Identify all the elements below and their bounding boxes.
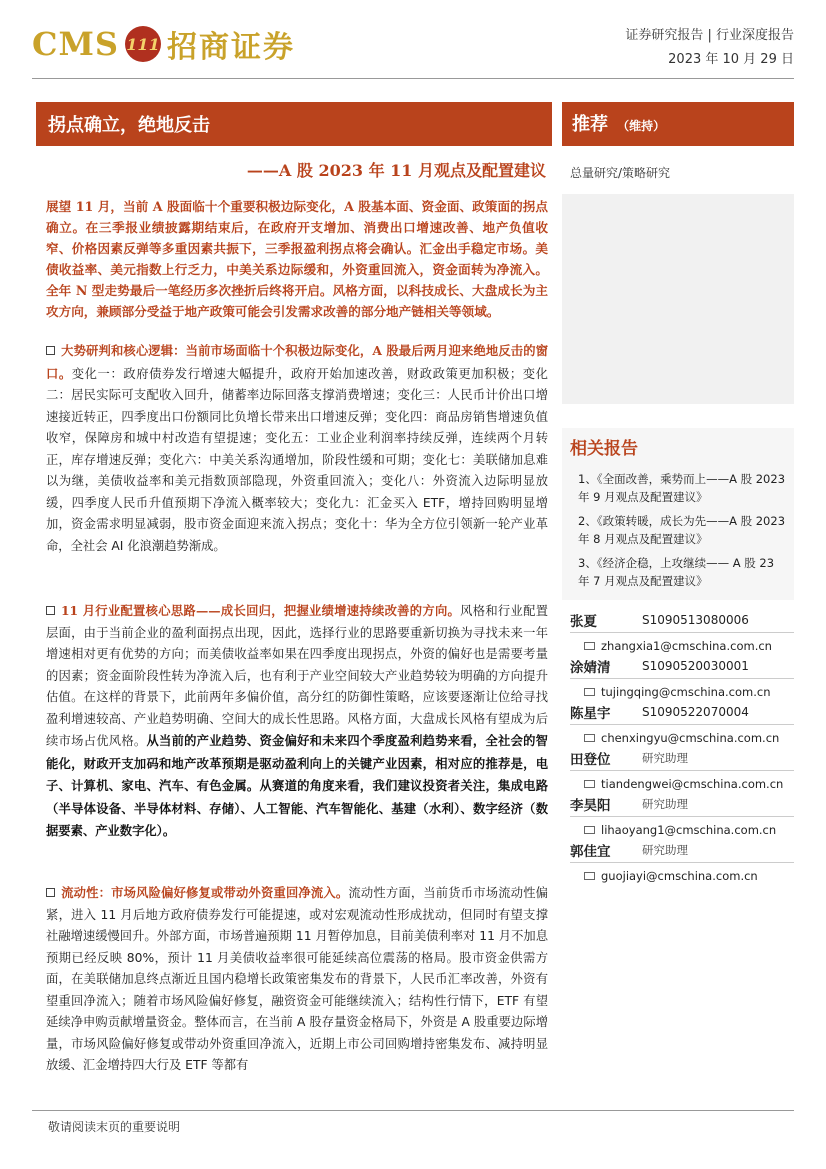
analyst-id: S1090520030001 xyxy=(642,659,749,673)
divider xyxy=(570,770,794,771)
section-industry-allocation xyxy=(46,600,548,843)
analyst-email-row[interactable] xyxy=(570,866,794,886)
analyst-name: 田登位 xyxy=(570,752,611,768)
analyst-id: S1090513080006 xyxy=(642,613,749,627)
related-report-item[interactable]: 3、《经济企稳，上攻继续—— A 股 23 年 7 月观点及配置建议》 xyxy=(578,556,775,588)
divider xyxy=(570,678,794,679)
analyst-id: S1090522070004 xyxy=(642,705,749,719)
related-report-item[interactable]: 1、《全面改善，乘势而上——A 股 2023 年 9 月观点及配置建议》 xyxy=(578,472,786,504)
section-market-outlook xyxy=(46,340,548,557)
related-reports-title: 相关报告 xyxy=(570,439,638,459)
rating-sub: （维持） xyxy=(617,119,666,133)
analyst-email[interactable]: guojiayi@cmschina.com.cn xyxy=(601,869,758,883)
executive-summary: 展望 11 月，当前 A 股面临十个重要积极边际变化，A 股基本面、资金面、政策面的拐点确立。在三季报业绩披露期结束后，在政府开支增加、消费出口增速改善、地产负值收窄、价格因素反弹等多重因素共振下，三季报盈利拐点将会确认。汇金出手稳定市场。美债收益率、美元指数上行乏力，中美关系边际缓和，外资重回流入，资金面转为净流入。全年 N 型走势最后一笔经历多次挫折后终将开启。风格方面，以科技成长、大盘成长为主攻方向，兼顾部分受益于地产政策可能会引发需求改善的部分地产链相关等领域。 xyxy=(46,199,548,319)
analyst-name: 李昊阳 xyxy=(570,798,611,814)
section-heading: 11 月行业配置核心思路——成长回归，把握业绩增速持续改善的方向。 xyxy=(61,603,461,618)
analyst-row xyxy=(570,794,794,814)
analyst-row xyxy=(570,748,794,768)
footer-divider xyxy=(32,1110,794,1111)
analyst-email-row[interactable] xyxy=(570,820,794,840)
analyst-email[interactable]: zhangxia1@cmschina.com.cn xyxy=(601,639,772,653)
section-body: 变化一：政府债券发行增速大幅提升，政府开始加速改善，财政政策更加积极；变化二：居民实际可支配收入回升，储蓄率边际回落支撑消费增速；变化三：人民币计价出口增速接近转正，四季度出口份额同比负增长带来出口增速反弹；变化四：商品房销售增速负值收窄，保障房和城中村改造有望提速；变化五：工业企业利润率持续反弹，连续两个月转正，库存增速反弹；变化六：中美关系沟通增加，阶段性缓和可期；变化七：美联储加息难以为继，美债收益率和美元指数顶部隐现，外资重回流入；变化八：外资流入边际明显放缓，四季度人民币升值预期下净流入概率较大；变化九：汇金买入 ETF，增持回购明显增加，资金需求明显减弱，股市资金面迎来流入拐点；变化十：华为全方位引领新一轮产业革命，全社会 AI 化浪潮趋势渐成。 xyxy=(46,366,548,553)
mail-icon xyxy=(584,734,595,742)
mail-icon xyxy=(584,826,595,834)
analyst-name: 涂婧清 xyxy=(570,660,611,676)
sidebar-panel xyxy=(562,194,794,404)
divider xyxy=(570,632,794,633)
analyst-role: 研究助理 xyxy=(642,843,688,857)
analyst-email[interactable]: chenxingyu@cmschina.com.cn xyxy=(601,731,780,745)
header-meta xyxy=(625,24,794,72)
report-subtitle: ——A 股 2023 年 11 月观点及配置建议 xyxy=(246,161,546,180)
checkbox-bullet-icon xyxy=(46,346,55,355)
analyst-email[interactable]: tujingqing@cmschina.com.cn xyxy=(601,685,771,699)
report-date: 2023 年 10 月 29 日 xyxy=(668,52,794,67)
section-heading: 流动性：市场风险偏好修复或带动外资重回净流入。 xyxy=(61,885,349,900)
divider xyxy=(570,724,794,725)
report-title-banner xyxy=(36,102,552,146)
analyst-email[interactable]: tiandengwei@cmschina.com.cn xyxy=(601,777,784,791)
logo-text-cn: 招商证券 xyxy=(167,30,295,65)
analyst-email-row[interactable] xyxy=(570,682,794,702)
related-reports-list xyxy=(578,470,786,596)
analyst-email-row[interactable] xyxy=(570,636,794,656)
analyst-row xyxy=(570,840,794,860)
analyst-row xyxy=(570,656,794,676)
analyst-name: 陈星宇 xyxy=(570,706,611,722)
checkbox-bullet-icon xyxy=(46,888,55,897)
analyst-row xyxy=(570,702,794,722)
divider xyxy=(570,816,794,817)
section-body: 风格和行业配置层面，由于当前企业的盈利面拐点出现，因此，选择行业的思路要重新切换为寻找未来一年增速相对更有优势的方向；而美债收益率如果在四季度出现拐点，外资的偏好也是需要考量的因素；资金面阶段性转为净流入后，也有利于产业空间较大产业趋势较为明确的方向提升估值。在这样的背景下，此前两年多偏价值，高分红的防御性策略，应该要逐渐让位给寻找盈利增速较高、产业趋势明确、空间大的成长性思路。风格方面，大盘成长风格有望成为后续市场占优风格。 xyxy=(46,604,548,748)
mail-icon xyxy=(584,642,595,650)
analyst-name: 郭佳宜 xyxy=(570,844,611,860)
analyst-role: 研究助理 xyxy=(642,751,688,765)
divider xyxy=(570,862,794,863)
checkbox-bullet-icon xyxy=(46,606,55,615)
mail-icon xyxy=(584,688,595,696)
mail-icon xyxy=(584,780,595,788)
report-title: 拐点确立，绝地反击 xyxy=(48,115,210,136)
logo-text-en: CMS xyxy=(32,25,119,63)
logo-badge-icon: 111 xyxy=(125,26,161,62)
footer-note: 敬请阅读末页的重要说明 xyxy=(48,1120,181,1134)
mail-icon xyxy=(584,872,595,880)
company-logo xyxy=(32,22,295,66)
related-report-item[interactable]: 2、《政策转暖，成长为先——A 股 2023 年 8 月观点及配置建议》 xyxy=(578,514,786,546)
section-bold-text: 从当前的产业趋势、资金偏好和未来四个季度盈利趋势来看，全社会的智能化，财政开支加码和地产改革预期是驱动盈利向上的关键产业因素，相对应的推荐是，电子、计算机、家电、汽车、有色金属。从赛道的角度来看，我们建议投资者关注，集成电路（半导体设备、半导体材料、存储）、人工智能、汽车智能化、基建（水利）、数字经济（数据要素、产业数字化）。 xyxy=(46,733,548,838)
report-type: 证券研究报告 | 行业深度报告 xyxy=(625,28,794,43)
analyst-email[interactable]: lihaoyang1@cmschina.com.cn xyxy=(601,823,777,837)
rating-label: 推荐 xyxy=(572,114,608,135)
section-liquidity xyxy=(46,882,548,1077)
analyst-name: 张夏 xyxy=(570,614,597,630)
analyst-role: 研究助理 xyxy=(642,797,688,811)
analyst-email-row[interactable] xyxy=(570,728,794,748)
analyst-email-row[interactable] xyxy=(570,774,794,794)
analyst-list xyxy=(570,610,794,886)
analyst-row xyxy=(570,610,794,630)
section-body: 流动性方面，当前货币市场流动性偏紧，进入 11 月后地方政府债券发行可能提速，或对宏观流动性形成扰动，但同时有望支撑社融增速缓慢回升。外部方面，市场普遍预期 11 月暂停加息，目前美债利率对 11 月不加息预期已经反映 80%，预计 11 月美债收益率很可能延续高位震荡的格局。股市资金供需方面，在美联储加息终点渐近且国内稳增长政策密集发布的背景下，人民币汇率改善，外资有望重回净流入；随着市场风险偏好修复，融资资金可能继续流入；结构性行情下，ETF 有望延续净申购贡献增量资金。整体而言，在当前 A 股存量资金格局下，外资是 A 股重要边际增量，市场风险偏好修复或带动外资重回净流入，近期上市公司回购增持密集发布、减持明显放缓、汇金增持四大行及 ETF 等都有 xyxy=(46,886,548,1072)
research-category: 总量研究/策略研究 xyxy=(570,166,671,180)
section-heading: 大势研判和核心逻辑：当前市场面临十个积极边际变化，A 股最后两月迎来绝地反击的窗口。 xyxy=(46,343,548,381)
rating-banner xyxy=(562,102,794,146)
header-divider xyxy=(32,78,794,79)
